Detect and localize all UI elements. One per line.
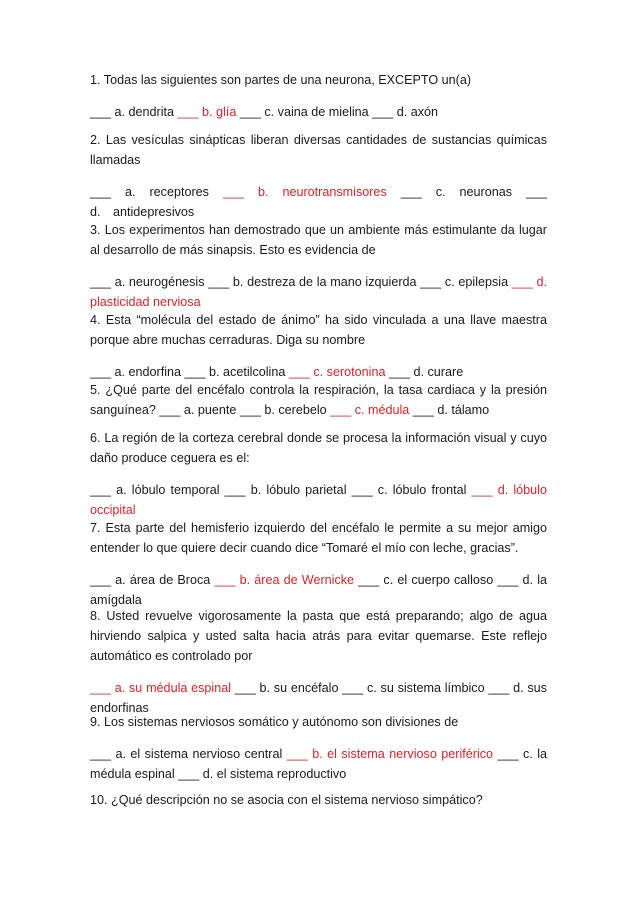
answer-options	[90, 744, 547, 784]
option-c: ___ c. serotonina	[288, 365, 389, 379]
option-c: ___ c. la médula espinal	[90, 747, 547, 781]
option-a: ___ a. neurogénesis	[90, 275, 209, 289]
question-4	[90, 310, 547, 382]
option-b: ___ b. área de Wernicke	[214, 573, 359, 587]
question-stem: 9. Los sistemas nerviosos somático y autónomo son divisiones de	[90, 715, 459, 729]
answer-options	[90, 480, 547, 520]
option-d: ___ d. tálamo	[412, 403, 490, 417]
option-c: ___ c. médula	[330, 403, 413, 417]
option-b: ___ b. glía	[177, 105, 240, 119]
option-a: ___ a. receptores	[90, 185, 223, 199]
question-stem: 1. Todas las siguientes son partes de una neurona, EXCEPTO un(a)	[90, 73, 472, 87]
option-a: ___ a. el sistema nervioso central	[90, 747, 287, 761]
question-6	[90, 428, 547, 520]
option-d: ___ d. sus endorfinas	[90, 681, 547, 715]
question-stem: 5. ¿Qué parte del encéfalo controla la respiración, la tasa cardiaca y la presión sanguínea?	[90, 383, 547, 417]
question-stem: 7. Esta parte del hemisferio izquierdo del encéfalo le permite a su mejor amigo entender lo que quiere decir cuando dice “Tomaré el mío con leche, gracias”.	[90, 521, 547, 555]
option-c: ___ c. lóbulo frontal	[351, 483, 472, 497]
option-d: ___ d. plasticidad nerviosa	[90, 275, 547, 309]
question-7	[90, 518, 547, 610]
answer-options	[90, 272, 547, 312]
question-9	[90, 712, 547, 784]
question-2	[90, 130, 547, 222]
option-a: ___ a. área de Broca	[90, 573, 215, 587]
option-d: ___ d. curare	[388, 365, 464, 379]
question-stem: 6. La región de la corteza cerebral donde se procesa la información visual y cuyo daño produce ceguera es el:	[90, 431, 547, 465]
option-b: ___ b. cerebelo	[239, 403, 331, 417]
option-b: ___ b. destreza de la mano izquierda	[208, 275, 421, 289]
question-stem: 3. Los experimentos han demostrado que un ambiente más estimulante da lugar al desarrollo de más sinapsis. Esto es evidencia de	[90, 223, 547, 257]
option-d: ___ d. lóbulo occipital	[90, 483, 547, 517]
option-c: ___ c. el cuerpo calloso	[358, 573, 498, 587]
question-stem: 4. Esta “molécula del estado de ánimo” ha sido vinculada a una llave maestra porque abre muchas cerraduras. Diga su nombre	[90, 313, 547, 347]
option-c: ___ c. epilepsia	[420, 275, 512, 289]
option-b: ___ b. acetilcolina	[184, 365, 289, 379]
option-a: ___ a. lóbulo temporal	[90, 483, 225, 497]
option-b: ___ b. lóbulo parietal	[224, 483, 352, 497]
option-d: ___ d. axón	[372, 105, 439, 119]
option-d: ___ d. el sistema reproductivo	[178, 767, 347, 781]
option-a: ___ a. endorfina	[90, 365, 185, 379]
option-c: ___ c. vaina de mielina	[239, 105, 373, 119]
question-10	[90, 790, 547, 810]
answer-options	[90, 182, 547, 222]
option-b: ___ b. neurotransmisores	[222, 185, 401, 199]
question-1	[90, 70, 547, 122]
question-block	[90, 380, 547, 420]
option-a: ___ a. dendrita	[90, 105, 178, 119]
option-b: ___ b. el sistema nervioso periférico	[286, 747, 498, 761]
option-d: ___ d. antidepresivos	[90, 185, 547, 219]
question-3	[90, 220, 547, 312]
answer-options	[90, 362, 547, 382]
answer-options	[90, 570, 547, 610]
question-stem: 10. ¿Qué descripción no se asocia con el sistema nervioso simpático?	[90, 793, 483, 807]
question-8	[90, 606, 547, 718]
option-a: ___ a. puente	[159, 403, 240, 417]
question-stem: 2. Las vesículas sinápticas liberan diversas cantidades de sustancias químicas llamadas	[90, 133, 547, 167]
question-stem: 8. Usted revuelve vigorosamente la pasta que está preparando; algo de agua hirviendo salpica y usted salta hacia atrás para evitar quemarse. Este reflejo automático es controlado por	[90, 609, 547, 663]
option-c: ___ c. neuronas	[400, 185, 526, 199]
answer-options	[90, 102, 547, 122]
option-a: ___ a. su médula espinal	[90, 681, 235, 695]
option-b: ___ b. su encéfalo	[234, 681, 343, 695]
option-c: ___ c. su sistema límbico	[342, 681, 489, 695]
question-5	[90, 380, 547, 420]
option-d: ___ d. la amígdala	[90, 573, 547, 607]
